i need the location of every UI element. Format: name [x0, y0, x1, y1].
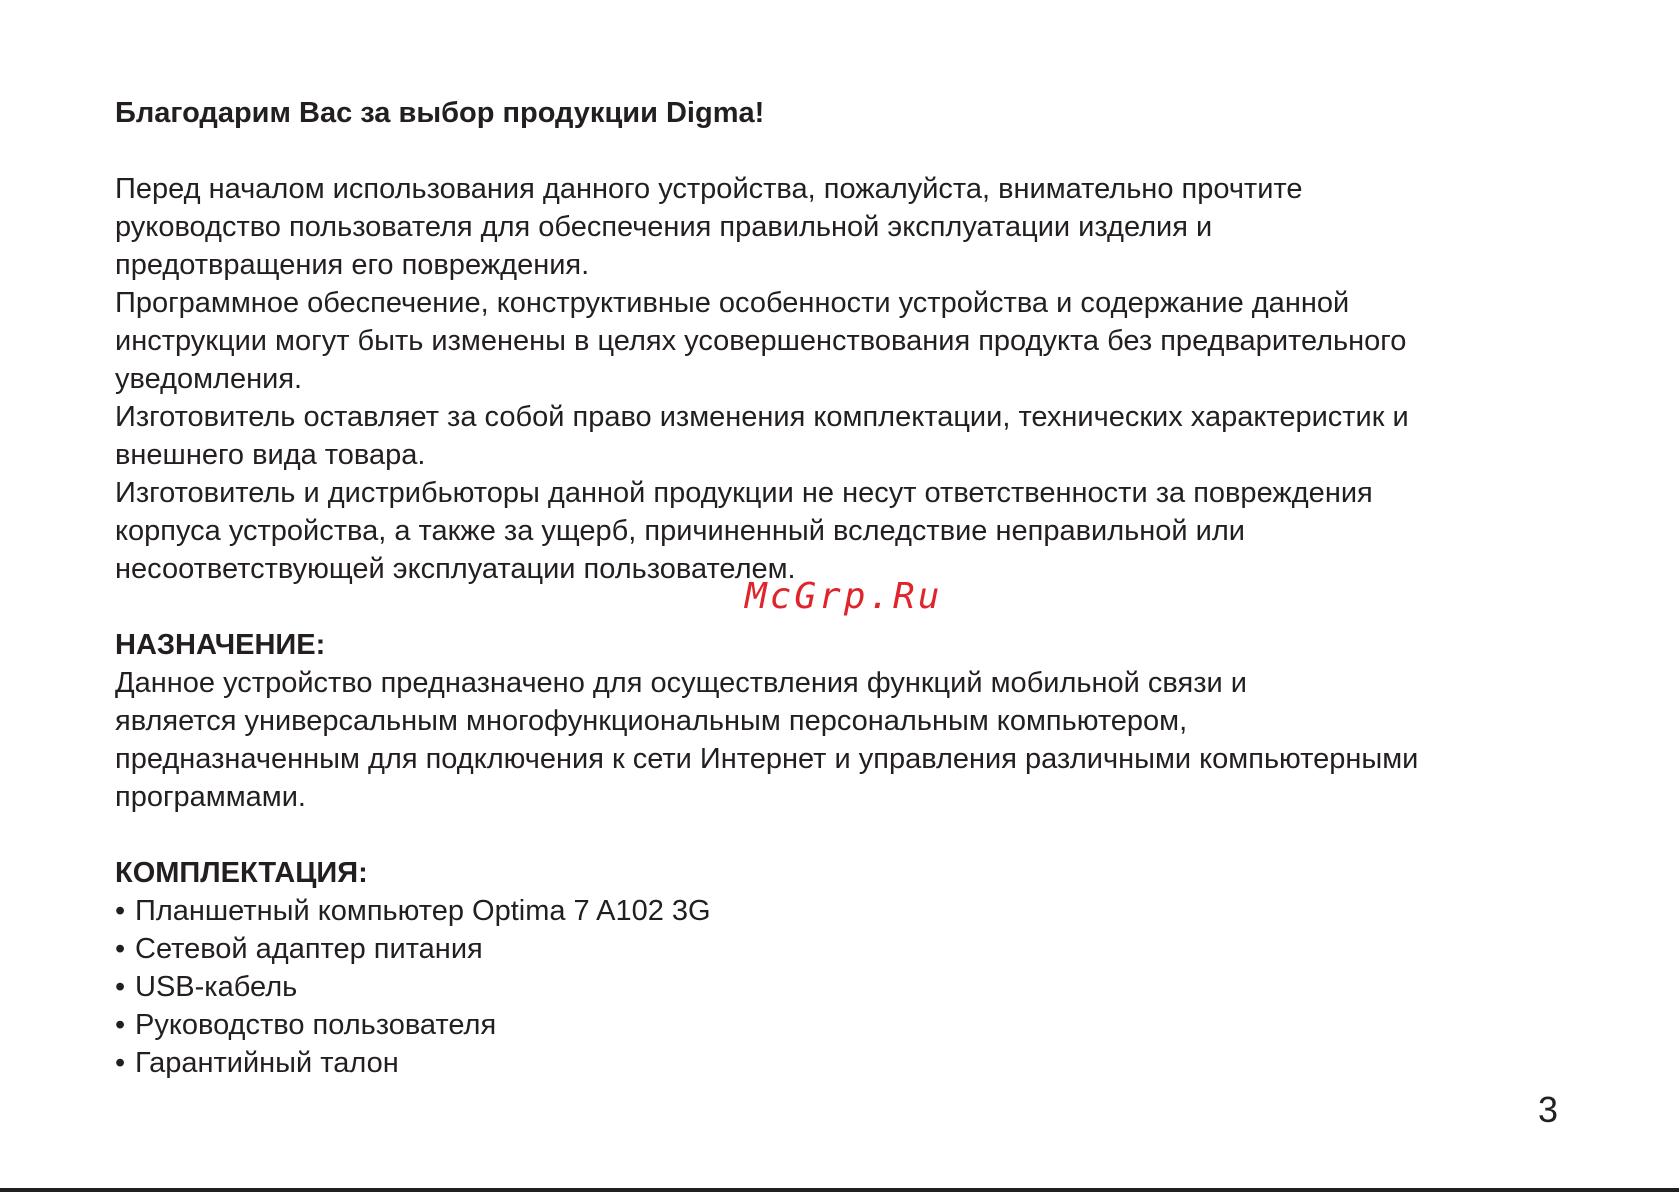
- spacer: [115, 816, 1615, 854]
- intro-line: корпуса устройства, а также за ущерб, причиненный вследствие неправильной или: [115, 515, 1245, 547]
- list-item-text: Руководство пользователя: [135, 1009, 497, 1041]
- package-heading: КОМПЛЕКТАЦИЯ:: [115, 857, 368, 889]
- bullet-icon: •: [115, 933, 126, 965]
- purpose-line: является универсальным многофункциональным персональным компьютером,: [115, 705, 1188, 737]
- intro-line: Изготовитель оставляет за собой право изменения комплектации, технических характеристик и: [115, 401, 1409, 433]
- purpose-paragraph: [115, 664, 1615, 816]
- intro-line: руководство пользователя для обеспечения правильной эксплуатации изделия и: [115, 211, 1213, 243]
- list-item-text: Сетевой адаптер питания: [135, 933, 483, 965]
- list-item: [115, 930, 1615, 968]
- list-item: [115, 1044, 1615, 1082]
- intro-paragraph: [115, 170, 1615, 588]
- bullet-icon: •: [115, 971, 126, 1003]
- intro-line: уведомления.: [115, 363, 303, 395]
- purpose-line: Данное устройство предназначено для осуществления функций мобильной связи и: [115, 667, 1247, 699]
- purpose-line: программами.: [115, 781, 306, 813]
- list-item: [115, 1006, 1615, 1044]
- list-item: [115, 968, 1615, 1006]
- intro-line: Перед началом использования данного устройства, пожалуйста, внимательно прочтите: [115, 173, 1303, 205]
- intro-line: Программное обеспечение, конструктивные особенности устройства и содержание данной: [115, 287, 1350, 319]
- bullet-icon: •: [115, 895, 126, 927]
- list-item-text: Гарантийный талон: [135, 1047, 399, 1079]
- page-title: Благодарим Вас за выбор продукции Digma!: [115, 97, 765, 129]
- list-item-text: USB-кабель: [135, 971, 298, 1003]
- page-number: 3: [1538, 1089, 1559, 1130]
- spacer: [115, 132, 1615, 170]
- intro-line: внешнего вида товара.: [115, 439, 426, 471]
- package-list: [115, 892, 1615, 1082]
- intro-line: инструкции могут быть изменены в целях усовершенствования продукта без предварительного: [115, 325, 1407, 357]
- list-item: [115, 892, 1615, 930]
- purpose-heading: НАЗНАЧЕНИЕ:: [115, 629, 326, 661]
- intro-line: несоответствующей эксплуатации пользователем.: [115, 553, 796, 585]
- purpose-line: предназначенным для подключения к сети Интернет и управления различными компьютерными: [115, 743, 1419, 775]
- intro-line: Изготовитель и дистрибьюторы данной продукции не несут ответственности за повреждения: [115, 477, 1373, 509]
- watermark: McGrp.Ru: [745, 576, 943, 617]
- list-item-text: Планшетный компьютер Optima 7 A102 3G: [135, 895, 711, 927]
- bullet-icon: •: [115, 1047, 126, 1079]
- bullet-icon: •: [115, 1009, 126, 1041]
- intro-line: предотвращения его повреждения.: [115, 249, 590, 281]
- bottom-divider: [0, 1188, 1679, 1192]
